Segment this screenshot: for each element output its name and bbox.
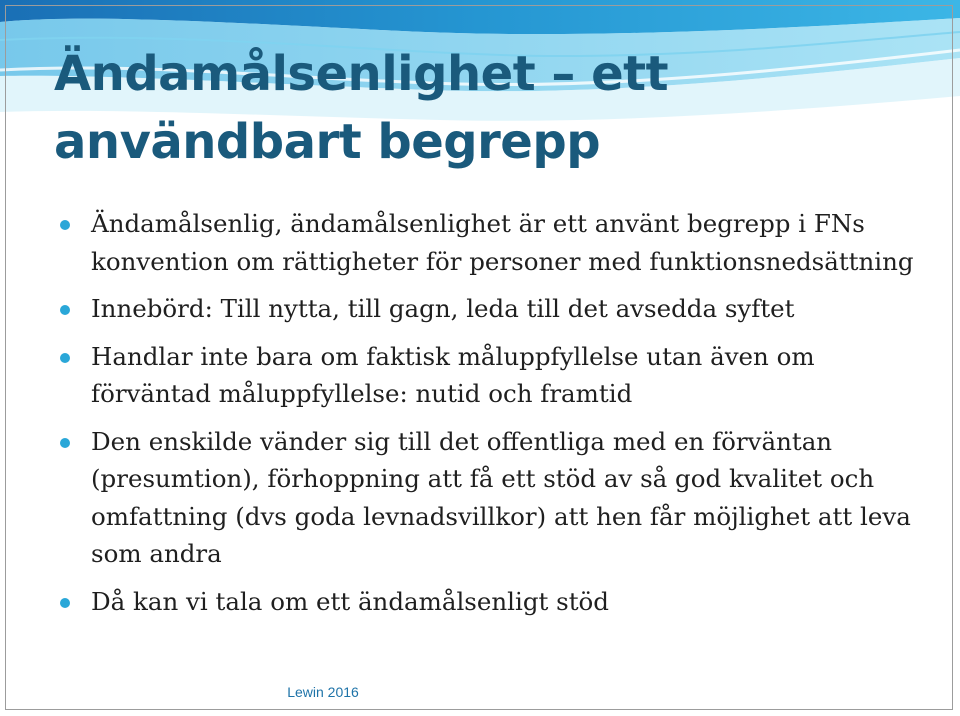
bullet-dot-icon	[60, 353, 70, 363]
bullet-item	[60, 338, 920, 413]
bullet-text: Den enskilde vänder sig till det offentliga med en förväntan (presumtion), förhoppning att få ett stöd av så god kvalitet och omfattning (dvs goda levnadsvillkor) att hen får möjlighet att leva som andra	[91, 426, 911, 568]
bullet-item	[60, 583, 920, 621]
bullet-text: Handlar inte bara om faktisk måluppfyllelse utan även om förväntad måluppfyllelse: nutid och framtid	[91, 341, 815, 408]
bullet-list	[60, 205, 920, 630]
bullet-text: Ändamålsenlig, ändamålsenlighet är ett använt begrepp i FNs konvention om rättigheter för personer med funktionsnedsättning	[91, 209, 914, 276]
title-line-1: Ändamålsenlighet – ett	[54, 46, 669, 102]
bullet-text: Innebörd: Till nytta, till gagn, leda till det avsedda syftet	[91, 294, 795, 323]
bullet-item	[60, 205, 920, 280]
title-line-2: användbart begrepp	[54, 114, 601, 170]
bullet-dot-icon	[60, 438, 70, 448]
slide-footer	[0, 684, 960, 700]
bullet-item	[60, 423, 920, 573]
bullet-dot-icon	[60, 220, 70, 230]
bullet-dot-icon	[60, 598, 70, 608]
bullet-text: Då kan vi tala om ett ändamålsenligt stöd	[91, 586, 609, 616]
footer-text: Lewin 2016	[287, 684, 359, 700]
slide-title	[54, 40, 914, 176]
bullet-item	[60, 290, 920, 328]
bullet-dot-icon	[60, 305, 70, 315]
